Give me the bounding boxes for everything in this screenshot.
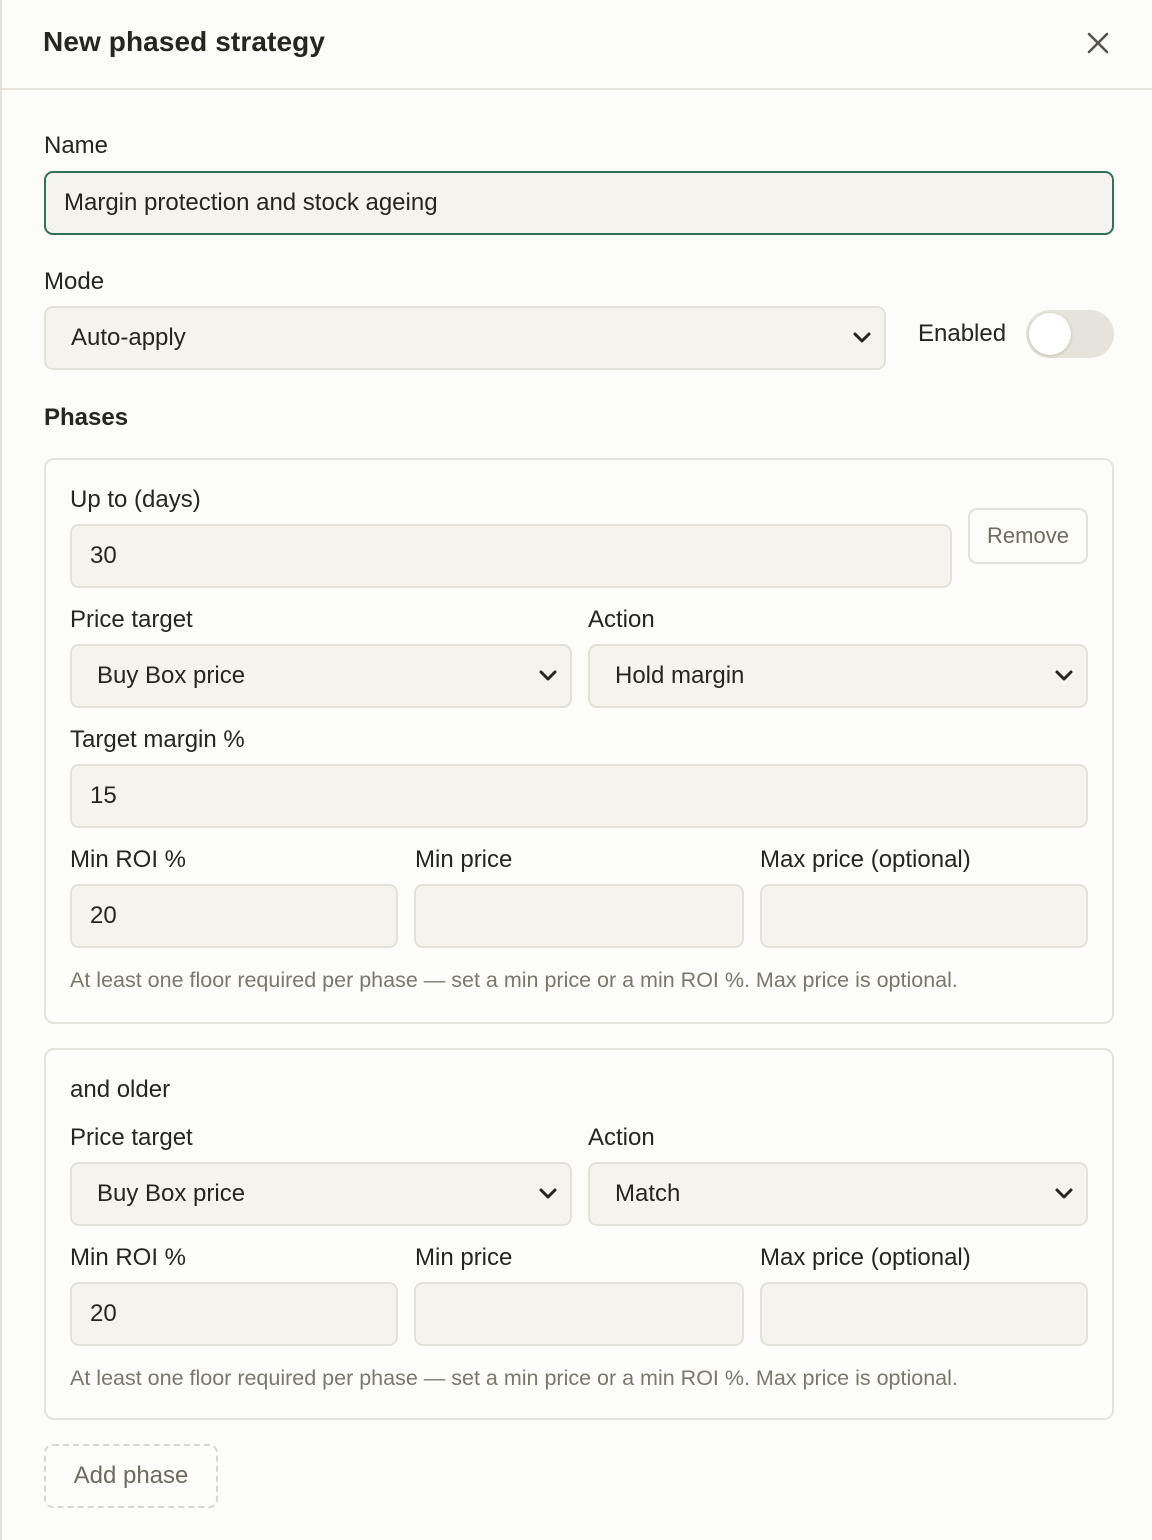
phase-1-max-price-label: Max price (optional) xyxy=(760,846,971,873)
toggle-knob xyxy=(1029,313,1071,355)
enabled-toggle[interactable] xyxy=(1026,310,1114,358)
phase-1-target-margin-input[interactable] xyxy=(70,764,1088,828)
phase-1-price-target-value: Buy Box price xyxy=(97,662,246,689)
phase-2-min-roi-label: Min ROI % xyxy=(70,1244,187,1271)
phase-1-min-roi-label: Min ROI % xyxy=(70,846,187,873)
name-input[interactable] xyxy=(44,171,1114,235)
phase-2-price-target-select[interactable] xyxy=(70,1162,572,1226)
phase-2-min-roi-input[interactable] xyxy=(70,1282,398,1346)
phase-2-action-select[interactable] xyxy=(588,1162,1088,1226)
phase-1-price-target-select[interactable] xyxy=(70,644,572,708)
chevron-down-icon xyxy=(852,330,872,346)
phase-1-max-price-input[interactable] xyxy=(760,884,1088,948)
mode-label: Mode xyxy=(44,268,105,295)
phase-1-price-target-label: Price target xyxy=(70,606,193,633)
dialog-title: New phased strategy xyxy=(43,26,325,57)
phase-2-action-value: Match xyxy=(615,1180,681,1207)
phase-1-action-label: Action xyxy=(588,606,655,633)
phase-1-min-price-label: Min price xyxy=(415,846,513,873)
name-label: Name xyxy=(44,132,109,159)
phase-card-2 xyxy=(44,1048,1114,1420)
phase-2-hint: At least one floor required per phase — set a min price or a min ROI %. Max price is optional. xyxy=(70,1366,958,1390)
phase-1-min-price-input[interactable] xyxy=(414,884,744,948)
remove-phase-button[interactable]: Remove xyxy=(968,508,1088,564)
phase-2-min-price-input[interactable] xyxy=(414,1282,744,1346)
chevron-down-icon xyxy=(1054,1186,1074,1202)
phase-2-max-price-input[interactable] xyxy=(760,1282,1088,1346)
chevron-down-icon xyxy=(538,1186,558,1202)
chevron-down-icon xyxy=(1054,668,1074,684)
phase-1-days-input[interactable] xyxy=(70,524,952,588)
phase-1-min-roi-value: 20 xyxy=(90,902,117,929)
phase-1-days-value: 30 xyxy=(90,542,117,569)
phase-2-price-target-value: Buy Box price xyxy=(97,1180,246,1207)
phase-1-action-value: Hold margin xyxy=(615,662,745,689)
phase-2-min-roi-value: 20 xyxy=(90,1300,117,1327)
phases-heading: Phases xyxy=(44,404,129,431)
phase-1-min-roi-input[interactable] xyxy=(70,884,398,948)
mode-select-value: Auto-apply xyxy=(71,324,186,351)
dialog-header xyxy=(2,0,1152,90)
name-input-value: Margin protection and stock ageing xyxy=(64,189,438,216)
phase-1-action-select[interactable] xyxy=(588,644,1088,708)
phase-2-action-label: Action xyxy=(588,1124,655,1151)
phase-1-days-label: Up to (days) xyxy=(70,486,201,513)
mode-select[interactable] xyxy=(44,306,886,370)
phase-2-price-target-label: Price target xyxy=(70,1124,193,1151)
phase-2-days-label: and older xyxy=(70,1076,171,1103)
add-phase-button[interactable]: Add phase xyxy=(44,1444,218,1508)
phase-2-max-price-label: Max price (optional) xyxy=(760,1244,971,1271)
phase-2-min-price-label: Min price xyxy=(415,1244,513,1271)
chevron-down-icon xyxy=(538,668,558,684)
enabled-label: Enabled xyxy=(918,320,1007,347)
phase-1-hint: At least one floor required per phase — set a min price or a min ROI %. Max price is optional. xyxy=(70,968,958,992)
phase-1-target-margin-label: Target margin % xyxy=(70,726,245,753)
close-button[interactable] xyxy=(1080,26,1116,62)
close-icon xyxy=(1080,26,1116,62)
phase-1-target-margin-value: 15 xyxy=(90,782,117,809)
